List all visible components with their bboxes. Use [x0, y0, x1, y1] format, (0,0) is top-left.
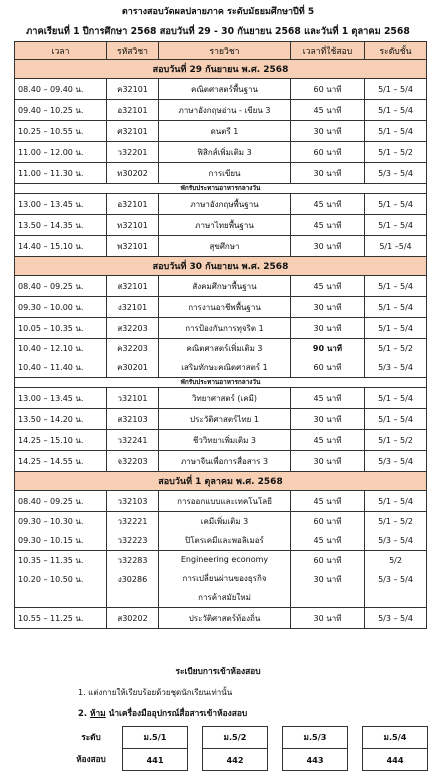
lunch-break-row	[15, 184, 427, 194]
code-cell: ว32201	[107, 142, 159, 163]
level-cell: 5/3 – 5/4	[365, 163, 427, 184]
exam-room-table	[60, 726, 428, 771]
time-cell: 14.25 – 14.55 น.	[15, 451, 107, 472]
room-cell: 443	[283, 749, 348, 771]
level-cell: 5/1 – 5/4	[365, 297, 427, 318]
time-cell	[15, 512, 107, 551]
time-text: 10.40 – 12.10 น.	[18, 343, 84, 353]
subject-cell: ภาษาจีนเพื่อการสื่อสาร 3	[159, 451, 291, 472]
code-cell: ว32101	[107, 388, 159, 409]
room-cell: 444	[363, 749, 428, 771]
rules-title: ระเบียบการเข้าห้องสอบ	[175, 666, 261, 676]
subject-cell: ภาษาไทยพื้นฐาน	[159, 215, 291, 236]
subject-cell	[159, 339, 291, 378]
level-cell: ม.5/2	[203, 727, 268, 749]
code-text: ง30286	[117, 574, 148, 584]
duration-cell: 45 นาที	[291, 215, 365, 236]
day-header-row	[15, 60, 427, 79]
duration-cell: 45 นาที	[291, 276, 365, 297]
level-cell: 5/1 – 5/2	[365, 430, 427, 451]
time-cell: 09.30 – 10.00 น.	[15, 297, 107, 318]
subject-text: Engineering economy	[180, 555, 269, 565]
col-subject-header: รายวิชา	[159, 42, 291, 60]
duration-cell: 30 นาที	[291, 608, 365, 629]
table-row-double	[15, 512, 427, 551]
code-cell: ส30202	[107, 608, 159, 629]
document-subtitle: ภาคเรียนที่ 1 ปีการศึกษา 2568 สอบวันที่ 29 - 30 กันยายน 2568 และวันที่ 1 ตุลาคม 2568	[26, 26, 410, 37]
duration-cell	[291, 512, 365, 551]
duration-cell: 60 นาที	[291, 79, 365, 100]
code-cell	[107, 339, 159, 378]
level-cell: 5/3 – 5/4	[365, 451, 427, 472]
rule-text: นำเครื่องมืออุปกรณ์สื่อสารเข้าห้องสอบ	[108, 708, 248, 718]
subject-cell: สุขศึกษา	[159, 236, 291, 257]
level-cell	[365, 339, 427, 378]
time-cell	[15, 551, 107, 608]
room-cell: 441	[123, 749, 188, 771]
table-row	[15, 608, 427, 629]
level-text: 5/1 – 5/2	[378, 343, 413, 353]
room-level-row	[60, 727, 428, 749]
subject-cell: การงานอาชีพพื้นฐาน	[159, 297, 291, 318]
subject-text: เสริมทักษะคณิตศาสตร์ 1	[181, 362, 268, 372]
lunch-break-row	[15, 378, 427, 388]
table-row	[15, 194, 427, 215]
table-row	[15, 451, 427, 472]
duration-cell: 30 นาที	[291, 121, 365, 142]
duration-text: 60 นาที	[313, 362, 342, 372]
duration-text: 45 นาที	[313, 535, 342, 545]
table-row	[15, 236, 427, 257]
code-text: ว32283	[117, 555, 148, 565]
time-cell: 14.40 – 15.10 น.	[15, 236, 107, 257]
time-cell: 13.50 – 14.20 น.	[15, 409, 107, 430]
duration-text: 30 นาที	[313, 574, 342, 584]
level-text: 5/2	[389, 555, 402, 565]
time-cell: 08.40 – 09.40 น.	[15, 79, 107, 100]
subject-cell: ประวัติศาสตร์ท้องถิ่น	[159, 608, 291, 629]
table-row	[15, 297, 427, 318]
level-cell: ม.5/4	[363, 727, 428, 749]
code-text: ค32203	[117, 343, 148, 353]
time-text: 09.30 – 10.15 น.	[18, 535, 84, 545]
duration-cell: 30 นาที	[291, 236, 365, 257]
level-cell: ม.5/1	[123, 727, 188, 749]
subject-cell: การป้องกันการทุจริต 1	[159, 318, 291, 339]
duration-text: 60 นาที	[313, 555, 342, 565]
level-cell: 5/1 – 5/4	[365, 388, 427, 409]
subject-cell: ประวัติศาสตร์ไทย 1	[159, 409, 291, 430]
level-cell: 5/1 – 5/4	[365, 79, 427, 100]
subject-cell	[159, 551, 291, 608]
duration-cell: 30 นาที	[291, 297, 365, 318]
day-label: สอบวันที่ 1 ตุลาคม พ.ศ. 2568	[15, 472, 427, 491]
level-cell: 5/1 – 5/4	[365, 276, 427, 297]
time-cell: 13.50 – 14.35 น.	[15, 215, 107, 236]
table-row	[15, 388, 427, 409]
table-row	[15, 318, 427, 339]
subject-text: คณิตศาสตร์เพิ่มเติม 3	[186, 343, 263, 353]
code-cell: อ32101	[107, 100, 159, 121]
time-cell: 14.25 – 15.10 น.	[15, 430, 107, 451]
duration-cell: 45 นาที	[291, 430, 365, 451]
rule-item-devices	[78, 706, 247, 720]
code-cell: ศ32101	[107, 121, 159, 142]
room-label: ห้องสอบ	[76, 754, 106, 764]
code-cell: ท30202	[107, 163, 159, 184]
level-cell: 5/1 – 5/4	[365, 409, 427, 430]
subject-text: ปิโตรเคมีและพอลิเมอร์	[185, 535, 264, 545]
time-cell: 10.55 – 11.25 น.	[15, 608, 107, 629]
table-row	[15, 121, 427, 142]
code-cell: ง32101	[107, 297, 159, 318]
level-cell: 5/3 – 5/4	[365, 608, 427, 629]
duration-cell: 60 นาที	[291, 142, 365, 163]
subject-text: เคมีเพิ่มเติม 3	[200, 516, 249, 526]
level-cell	[365, 512, 427, 551]
code-cell	[107, 551, 159, 608]
duration-cell: 45 นาที	[291, 491, 365, 512]
table-row	[15, 491, 427, 512]
duration-cell: 30 นาที	[291, 409, 365, 430]
room-number-row	[60, 749, 428, 771]
code-cell: จ32203	[107, 451, 159, 472]
table-row	[15, 163, 427, 184]
duration-cell: 30 นาที	[291, 318, 365, 339]
code-cell: ว32241	[107, 430, 159, 451]
level-cell: 5/1 – 5/4	[365, 215, 427, 236]
duration-cell	[291, 551, 365, 608]
level-text: 5/3 – 5/4	[378, 535, 413, 545]
level-cell: 5/1 –5/4	[365, 236, 427, 257]
day-label: สอบวันที่ 29 กันยายน พ.ศ. 2568	[15, 60, 427, 79]
subject-cell: ฟิสิกส์เพิ่มเติม 3	[159, 142, 291, 163]
duration-text: 60 นาที	[313, 516, 342, 526]
rule-item-dress: 1. แต่งกายให้เรียบร้อยด้วยชุดนักเรียนเท่านั้น	[78, 688, 233, 697]
table-row-double	[15, 339, 427, 378]
day-header-row	[15, 472, 427, 491]
code-cell: ท32101	[107, 215, 159, 236]
duration-cell	[291, 339, 365, 378]
rule-number: 2.	[78, 708, 88, 718]
lunch-break-label: พักรับประทานอาหารกลางวัน	[15, 378, 427, 388]
code-text: ว32221	[117, 516, 148, 526]
time-cell: 13.00 – 13.45 น.	[15, 194, 107, 215]
code-cell: ว32103	[107, 491, 159, 512]
subject-cell: สังคมศึกษาพื้นฐาน	[159, 276, 291, 297]
subject-cell: วิทยาศาสตร์ (เคมี)	[159, 388, 291, 409]
level-cell: ม.5/3	[283, 727, 348, 749]
table-row	[15, 100, 427, 121]
code-cell: อ32101	[107, 194, 159, 215]
table-row	[15, 215, 427, 236]
time-cell: 11.00 – 12.00 น.	[15, 142, 107, 163]
col-duration-header: เวลาที่ใช้สอบ	[291, 42, 365, 60]
time-text: 10.40 – 11.40 น.	[18, 362, 84, 372]
time-text: 09.30 – 10.30 น.	[18, 516, 84, 526]
code-cell: ส32101	[107, 276, 159, 297]
duration-cell: 30 นาที	[291, 451, 365, 472]
level-label: ระดับ	[81, 732, 101, 742]
code-text: ว32223	[117, 535, 148, 545]
subject-text: การค้าสมัยใหม่	[198, 592, 251, 602]
duration-text: 90 นาที	[312, 343, 343, 353]
day-header-row	[15, 257, 427, 276]
exam-schedule-table	[14, 41, 427, 629]
table-row	[15, 430, 427, 451]
col-code-header: รหัสวิชา	[107, 42, 159, 60]
code-cell: ค32101	[107, 79, 159, 100]
duration-cell: 45 นาที	[291, 100, 365, 121]
code-cell: ส32103	[107, 409, 159, 430]
level-cell	[365, 551, 427, 608]
subject-cell: ภาษาอังกฤษอ่าน - เขียน 3	[159, 100, 291, 121]
duration-cell: 45 นาที	[291, 194, 365, 215]
table-row	[15, 409, 427, 430]
time-text: 10.35 – 11.35 น.	[18, 555, 84, 565]
level-cell: 5/1 – 5/4	[365, 194, 427, 215]
code-cell	[107, 512, 159, 551]
subject-cell	[159, 512, 291, 551]
code-cell: ส32203	[107, 318, 159, 339]
time-cell: 11.00 – 11.30 น.	[15, 163, 107, 184]
document-title: ตารางสอบวัดผลปลายภาค ระดับมัธยมศึกษาปีที่ 5	[121, 7, 315, 17]
level-text: 5/1 – 5/2	[378, 516, 413, 526]
table-row	[15, 142, 427, 163]
duration-cell: 30 นาที	[291, 163, 365, 184]
subject-cell: การเขียน	[159, 163, 291, 184]
lunch-break-label: พักรับประทานอาหารกลางวัน	[15, 184, 427, 194]
subject-cell: คณิตศาสตร์พื้นฐาน	[159, 79, 291, 100]
time-cell	[15, 339, 107, 378]
subject-text: การเปลี่ยนผ่านของธุรกิจ	[182, 573, 267, 583]
level-cell: 5/1 – 5/2	[365, 142, 427, 163]
time-cell: 13.00 – 13.45 น.	[15, 388, 107, 409]
duration-cell: 45 นาที	[291, 388, 365, 409]
time-text: 10.20 – 10.50 น.	[18, 574, 84, 584]
col-level-header: ระดับชั้น	[365, 42, 427, 60]
time-cell: 08.40 – 09.25 น.	[15, 276, 107, 297]
table-row	[15, 79, 427, 100]
level-text: 5/3 – 5/4	[378, 362, 413, 372]
subject-cell: การออกแบบและเทคโนโลยี	[159, 491, 291, 512]
rule-prohibit-word: ห้าม	[89, 708, 106, 718]
time-cell: 09.40 – 10.25 น.	[15, 100, 107, 121]
subject-cell: ดนตรี 1	[159, 121, 291, 142]
day-label: สอบวันที่ 30 กันยายน พ.ศ. 2568	[15, 257, 427, 276]
time-cell: 10.25 – 10.55 น.	[15, 121, 107, 142]
col-time-header: เวลา	[15, 42, 107, 60]
table-row-triple	[15, 551, 427, 608]
level-cell: 5/1 – 5/4	[365, 121, 427, 142]
level-text: 5/3 – 5/4	[378, 574, 413, 584]
time-cell: 10.05 – 10.35 น.	[15, 318, 107, 339]
time-cell: 08.40 – 09.25 น.	[15, 491, 107, 512]
table-header-row	[15, 42, 427, 60]
level-cell: 5/1 – 5/4	[365, 491, 427, 512]
room-cell: 442	[203, 749, 268, 771]
code-text: ค30201	[117, 362, 148, 372]
code-cell: พ32101	[107, 236, 159, 257]
level-cell: 5/1 – 5/4	[365, 100, 427, 121]
subject-cell: ภาษาอังกฤษพื้นฐาน	[159, 194, 291, 215]
level-cell: 5/1 – 5/4	[365, 318, 427, 339]
subject-cell: ชีววิทยาเพิ่มเติม 3	[159, 430, 291, 451]
table-row	[15, 276, 427, 297]
